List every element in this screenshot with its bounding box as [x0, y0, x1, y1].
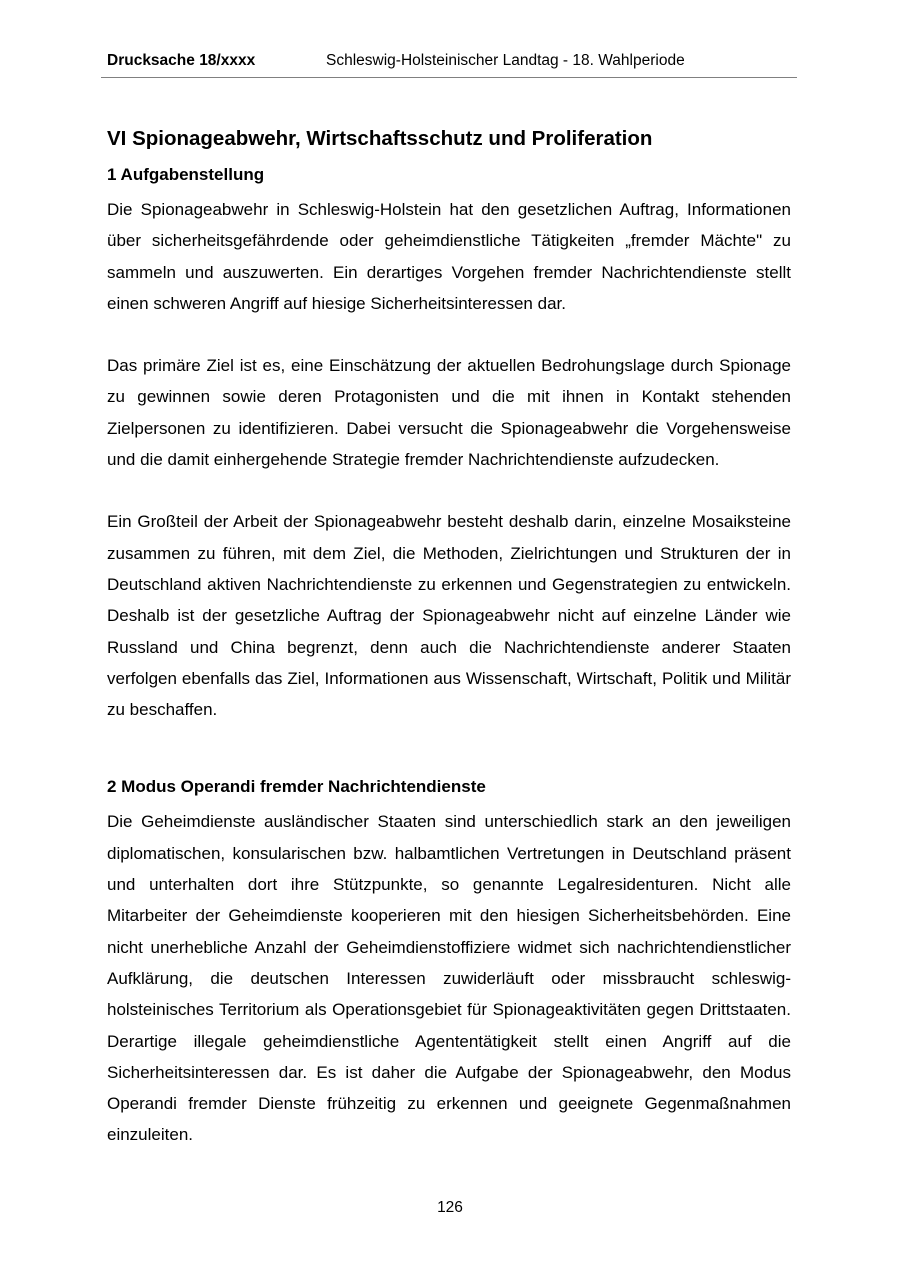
page-content [107, 124, 791, 1151]
section-heading-modus-operandi: 2 Modus Operandi fremder Nachrichtendienste [107, 777, 486, 797]
parliament-name: Schleswig-Holsteinischer Landtag - 18. Wahlperiode [326, 52, 685, 69]
paragraph: Das primäre Ziel ist es, eine Einschätzung der aktuellen Bedrohungslage durch Spionage zu gewinnen sowie deren Protagonisten und die mit ihnen in Kontakt stehenden Zielpersonen zu identifizieren. Dabei versucht die Spionageabwehr die Vorgehensweise und die damit einhergehende Strategie fremder Nachrichtendienste aufzudecken. [107, 356, 791, 470]
paragraph: Ein Großteil der Arbeit der Spionageabwehr besteht deshalb darin, einzelne Mosaiksteine zusammen zu führen, mit dem Ziel, die Methoden, Zielrichtungen und Strukturen der in Deutschland aktiven Nachrichtendienste zu erkennen und Gegenstrategien zu entwickeln. Deshalb ist der gesetzliche Auftrag der Spionageabwehr nicht auf einzelne Länder wie Russland und China begrenzt, denn auch die Nachrichtendienste anderer Staaten verfolgen ebenfalls das Ziel, Informationen aus Wissenschaft, Wirtschaft, Politik und Militär zu beschaffen. [107, 512, 791, 720]
page-header [107, 51, 797, 71]
section-heading-aufgabenstellung: 1 Aufgabenstellung [107, 165, 265, 184]
document-number: Drucksache 18/xxxx [107, 52, 256, 69]
header-divider [101, 77, 797, 78]
paragraph: Die Spionageabwehr in Schleswig-Holstein hat den gesetzlichen Auftrag, Informationen über sicherheitsgefährdende oder geheimdienstliche Tätigkeiten „fremder Mächte" zu sammeln und auszuwerten. Ein derartiges Vorgehen fremder Nachrichtendienste stellt einen schweren Angriff auf hiesige Sicherheitsinteressen dar. [107, 200, 791, 313]
page-number: 126 [437, 1199, 463, 1216]
paragraph: Die Geheimdienste ausländischer Staaten sind unterschiedlich stark an den jeweiligen diplomatischen, konsularischen bzw. halbamtlichen Vertretungen in Deutschland präsent und unterhalten dort ihre Stützpunkte, so genannte Legalresidenturen. Nicht alle Mitarbeiter der Geheimdienste kooperieren mit den hiesigen Sicherheitsbehörden. Eine nicht unerhebliche Anzahl der Geheimdienstoffiziere widmet sich nachrichtendienstlicher Aufklärung, die deutschen Interessen zuwiderläuft oder missbraucht schleswig-holsteinisches Territorium als Operationsgebiet für Spionageaktivitäten gegen Drittstaaten. Derartige illegale geheimdienstliche Agententätigkeit stellt einen Angriff auf die Sicherheitsinteressen dar. Es ist daher die Aufgabe der Spionageabwehr, den Modus Operandi fremder Dienste frühzeitig zu erkennen und geeignete Gegenmaßnahmen einzuleiten. [107, 812, 791, 1145]
chapter-title: VI Spionageabwehr, Wirtschaftsschutz und Proliferation [107, 127, 653, 150]
